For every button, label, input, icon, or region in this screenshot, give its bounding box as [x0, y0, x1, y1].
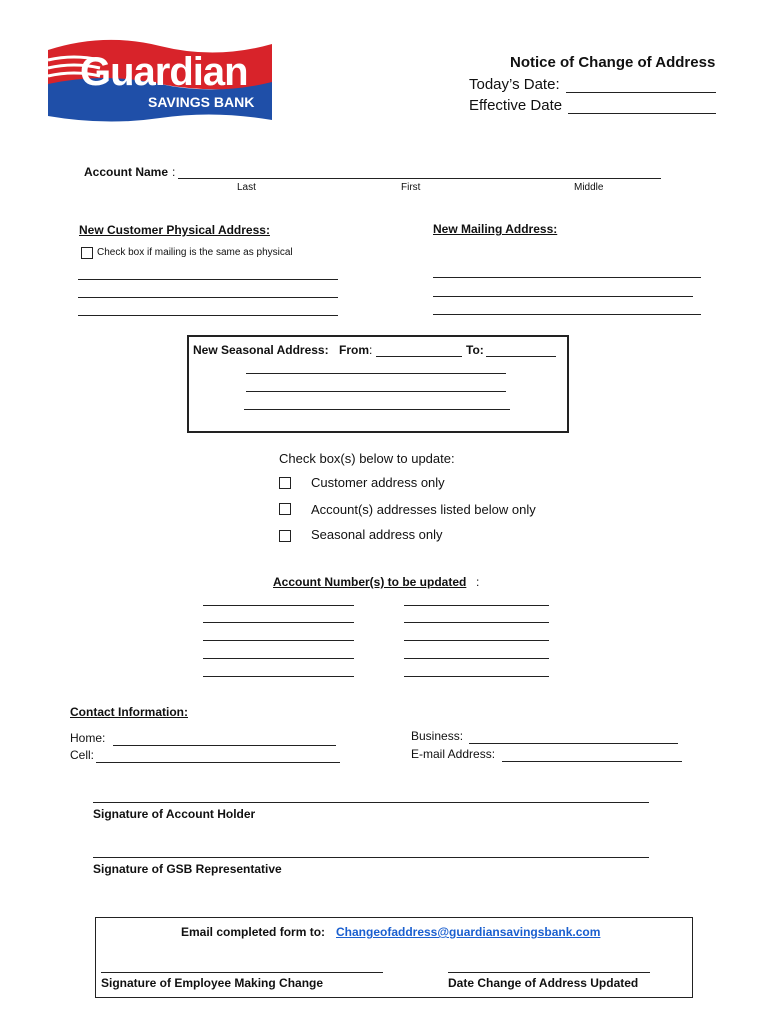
home-phone-line[interactable] — [113, 745, 336, 746]
account-number-line-3a[interactable] — [203, 640, 354, 641]
home-phone-label: Home: — [70, 731, 106, 745]
employee-signature-label: Signature of Employee Making Change — [101, 976, 324, 990]
customer-address-checkbox[interactable] — [279, 477, 291, 489]
cell-phone-line[interactable] — [96, 762, 340, 763]
first-name-caption: First — [401, 182, 421, 193]
account-holder-signature-label: Signature of Account Holder — [93, 807, 256, 821]
account-number-line-2b[interactable] — [404, 622, 549, 623]
physical-address-line-2[interactable] — [78, 297, 338, 298]
last-name-caption: Last — [237, 182, 256, 193]
account-number-line-1a[interactable] — [203, 605, 354, 606]
physical-address-line-1[interactable] — [78, 279, 338, 280]
account-number-line-2a[interactable] — [203, 622, 354, 623]
form-title: Notice of Change of Address — [510, 54, 716, 71]
seasonal-address-checkbox[interactable] — [279, 530, 291, 542]
mailing-address-label: New Mailing Address: — [433, 222, 558, 236]
seasonal-from-line[interactable] — [376, 356, 462, 357]
email-form-link[interactable]: Changeofaddress@guardiansavingsbank.com — [336, 925, 601, 939]
seasonal-address-line-1[interactable] — [246, 373, 506, 374]
email-address-label: E-mail Address: — [411, 747, 496, 761]
seasonal-to-line[interactable] — [486, 356, 556, 357]
date-updated-label: Date Change of Address Updated — [448, 976, 639, 990]
business-phone-line[interactable] — [469, 743, 678, 744]
date-updated-line[interactable] — [448, 972, 650, 973]
account-number-line-4b[interactable] — [404, 658, 549, 659]
cell-phone-label: Cell: — [70, 748, 95, 762]
account-addresses-option: Account(s) addresses listed below only — [311, 502, 536, 517]
seasonal-to-label: To: — [466, 343, 484, 357]
middle-name-caption: Middle — [574, 182, 604, 193]
account-number-line-3b[interactable] — [404, 640, 549, 641]
todays-date-line[interactable] — [566, 92, 716, 93]
customer-address-option: Customer address only — [311, 475, 445, 490]
effective-date-label: Effective Date — [469, 97, 563, 114]
account-name-label: Account Name — [84, 165, 169, 179]
employee-signature-line[interactable] — [101, 972, 383, 973]
seasonal-address-option: Seasonal address only — [311, 527, 443, 542]
account-numbers-heading: Account Number(s) to be updated — [273, 575, 467, 589]
gsb-signature-line[interactable] — [93, 857, 649, 858]
account-holder-signature-line[interactable] — [93, 802, 649, 803]
physical-address-line-3[interactable] — [78, 315, 338, 316]
account-addresses-checkbox[interactable] — [279, 503, 291, 515]
account-name-line[interactable] — [178, 178, 661, 179]
account-number-line-1b[interactable] — [404, 605, 549, 606]
account-number-line-5a[interactable] — [203, 676, 354, 677]
business-phone-label: Business: — [411, 729, 464, 743]
email-address-line[interactable] — [502, 761, 682, 762]
update-heading: Check box(s) below to update: — [279, 451, 455, 466]
mailing-address-line-1[interactable] — [433, 277, 701, 278]
seasonal-address-line-3[interactable] — [244, 409, 510, 410]
account-number-line-5b[interactable] — [404, 676, 549, 677]
seasonal-from-label: From — [339, 343, 369, 357]
mailing-address-line-2[interactable] — [433, 296, 693, 297]
contact-heading: Contact Information: — [70, 705, 188, 719]
logo-name: Guardian — [80, 50, 248, 94]
account-number-line-4a[interactable] — [203, 658, 354, 659]
seasonal-address-line-2[interactable] — [246, 391, 506, 392]
todays-date-label: Today’s Date: — [469, 76, 560, 93]
same-as-physical-label: Check box if mailing is the same as physical — [97, 247, 293, 258]
gsb-signature-label: Signature of GSB Representative — [93, 862, 282, 876]
email-form-label: Email completed form to: — [181, 925, 326, 939]
effective-date-line[interactable] — [568, 113, 716, 114]
mailing-address-line-3[interactable] — [433, 314, 701, 315]
seasonal-address-label: New Seasonal Address: — [193, 343, 329, 357]
physical-address-label: New Customer Physical Address: — [79, 223, 270, 237]
bank-logo — [44, 38, 276, 122]
logo-subtitle: SAVINGS BANK — [148, 94, 255, 110]
same-as-physical-checkbox[interactable] — [81, 247, 93, 259]
